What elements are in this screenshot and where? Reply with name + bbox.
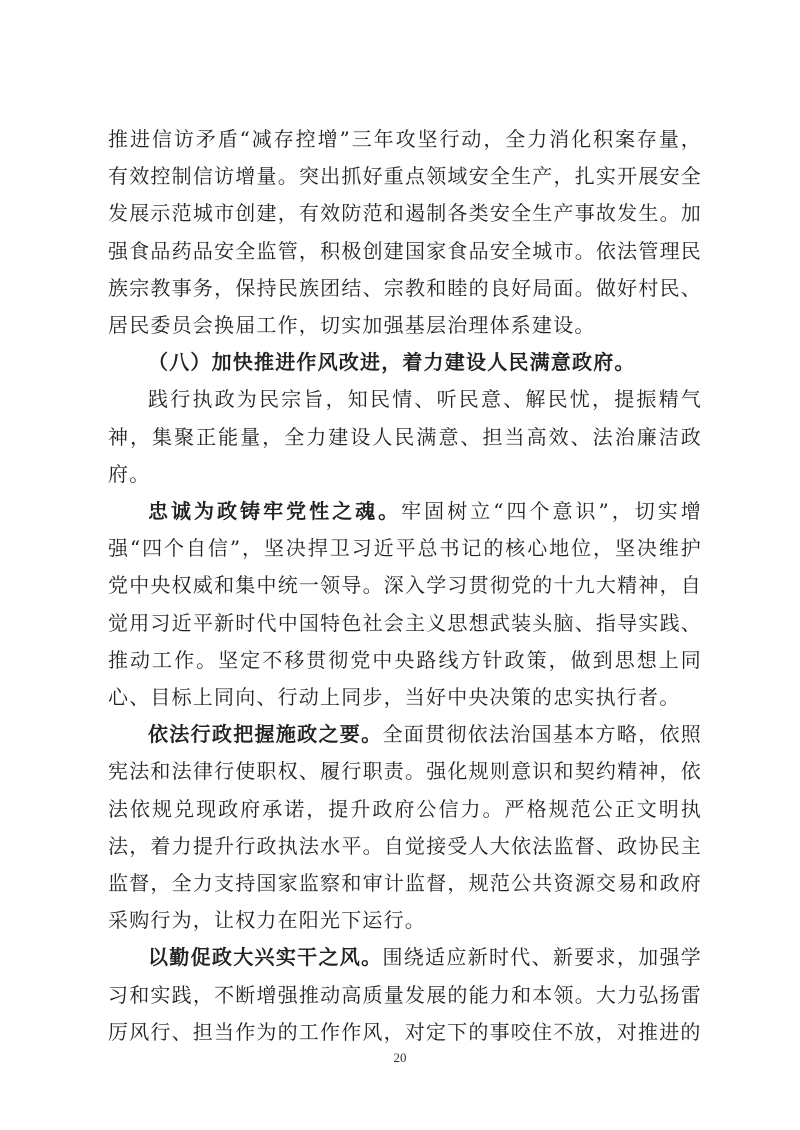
paragraph-text: 践行执政为民宗旨，知民情、听民意、解民忧，提振精气神，集聚正能量，全力建设人民满意、担当高效、法治廉洁政府。: [108, 387, 702, 486]
paragraph-lead: 忠诚为政铸牢党性之魂。: [148, 499, 402, 524]
paragraph-rule-of-law: [108, 716, 702, 939]
paragraph-lead: 依法行政把握施政之要。: [148, 722, 383, 747]
paragraph-text: 围绕适应新时代、新要求，加强学习和实践，不断增强推动高质量发展的能力和本领。大力弘扬雷厉风行、担当作为的工作作风，对定下的事咬住不放，对推进的: [108, 945, 703, 1044]
paragraph-text: 推进信访矛盾“减存控增”三年攻坚行动，全力消化积案存量，有效控制信访增量。突出抓好重点领域安全生产，扎实开展安全发展示范城市创建，有效防范和遏制各类安全生产事故发生。加强食品药品安全监管，积极创建国家食品安全城市。依法管理民族宗教事务，保持民族团结、宗教和睦的良好局面。做好村民、居民委员会换届工作，切实加强基层治理体系建设。: [108, 127, 702, 338]
paragraph-diligence: [108, 939, 702, 1051]
paragraph-loyalty: [108, 493, 702, 716]
paragraph-lead: 以勤促政大兴实干之风。: [148, 945, 383, 970]
paragraph-intro: [108, 381, 702, 493]
paragraph-text: 牢固树立“四个意识”，切实增强“四个自信”，坚决捍卫习近平总书记的核心地位，坚决维护党中央权威和集中统一领导。深入学习贯彻党的十九大精神，自觉用习近平新时代中国特色社会主义思想武装头脑、指导实践、推动工作。坚定不移贯彻党中央路线方针政策，做到思想上同心、目标上同向、行动上同步，当好中央决策的忠实执行者。: [108, 499, 703, 710]
section-heading: [108, 344, 702, 381]
paragraph-text: 全面贯彻依法治国基本方略，依照宪法和法律行使职权、履行职责。强化规则意识和契约精神，依法依规兑现政府承诺，提升政府公信力。严格规范公正文明执法，着力提升行政执法水平。自觉接受人大依法监督、政协民主监督，全力支持国家监察和审计监督，规范公共资源交易和政府采购行为，让权力在阳光下运行。: [108, 722, 703, 933]
section-heading-text: （八）加快推进作风改进，着力建设人民满意政府。: [148, 350, 636, 375]
document-body: [108, 121, 702, 1051]
paragraph-continuation: [108, 121, 702, 344]
page-number: 20: [393, 1050, 407, 1065]
